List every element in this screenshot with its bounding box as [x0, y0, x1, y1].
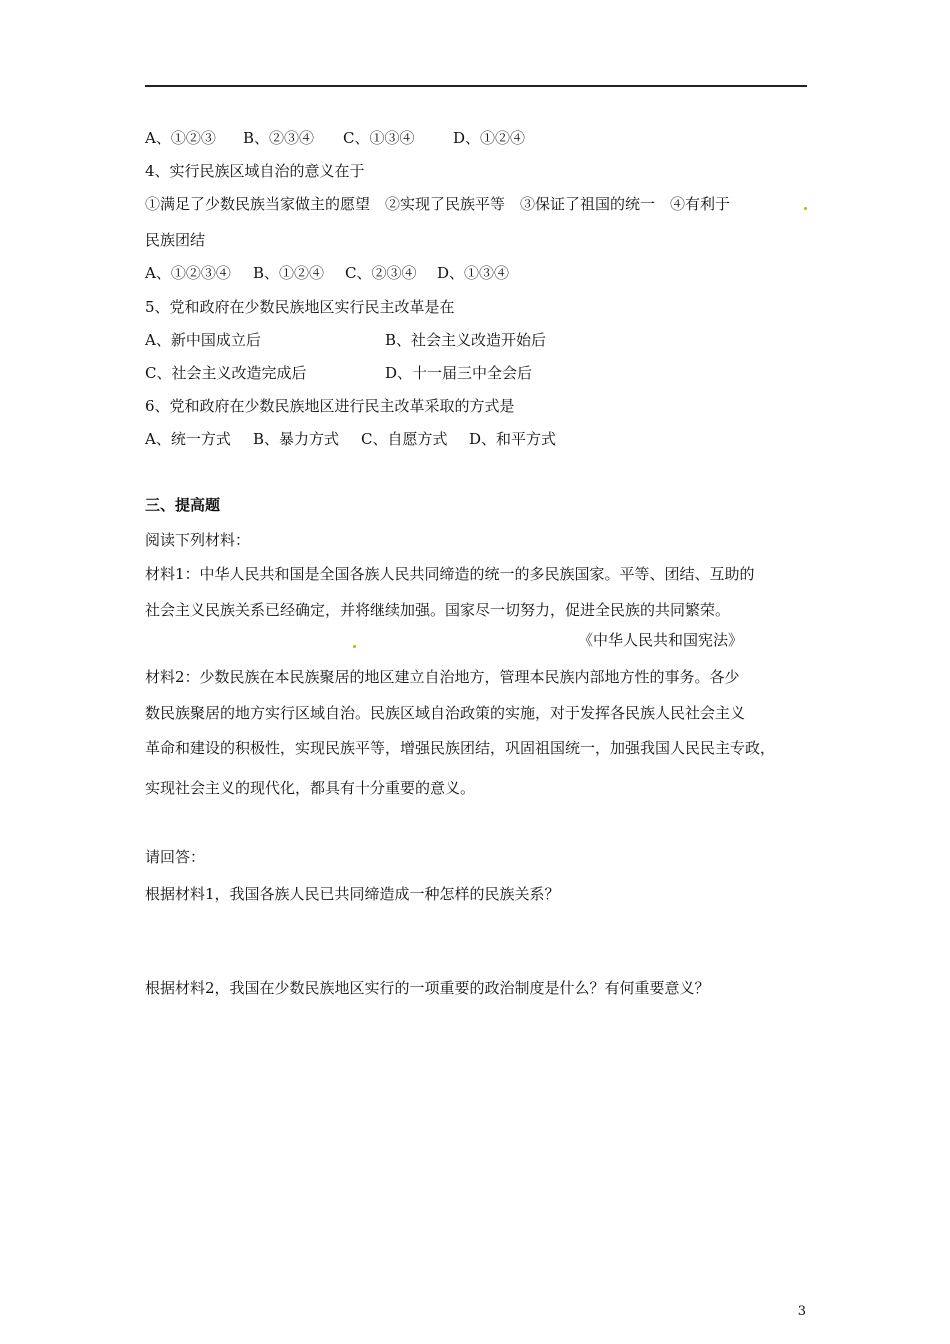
q5-options-row2 [145, 362, 532, 384]
material-2-line-1: 材料2：少数民族在本民族聚居的地区建立自治地方，管理本民族内部地方性的事务。各少 [145, 668, 740, 686]
q6-option-c: C、自愿方式 [361, 430, 448, 448]
q4-option-b: B、①②④ [253, 264, 325, 282]
q3-options [145, 127, 525, 149]
q5-option-a: A、新中国成立后 [145, 331, 261, 349]
q6-option-b: B、暴力方式 [253, 430, 340, 448]
material-1-source: 《中华人民共和国宪法》 [578, 631, 744, 649]
q5-option-d: D、十一届三中全会后 [385, 364, 533, 382]
material-1-line-2: 社会主义民族关系已经确定，并将继续加强。国家尽一切努力，促进全民族的共同繁荣。 [145, 601, 731, 619]
section-title: 三、提高题 [145, 496, 221, 514]
q4-stem: 4、实行民族区域自治的意义在于 [145, 162, 365, 180]
q6-stem: 6、党和政府在少数民族地区进行民主改革采取的方式是 [145, 397, 515, 415]
q6-option-d: D、和平方式 [469, 430, 557, 448]
q5-stem: 5、党和政府在少数民族地区实行民主改革是在 [145, 298, 455, 316]
q4-options [145, 262, 509, 284]
material-2-line-4: 实现社会主义的现代化，都具有十分重要的意义。 [145, 779, 476, 797]
q4-option-d: D、①③④ [437, 264, 510, 282]
q5-option-c: C、社会主义改造完成后 [145, 364, 307, 382]
q3-option-a: A、①②③ [145, 129, 216, 147]
material-1-line-1: 材料1：中华人民共和国是全国各族人民共同缔造的统一的多民族国家。平等、团结、互助的 [145, 565, 755, 583]
q3-option-b: B、②③④ [243, 129, 315, 147]
question-1: 根据材料1，我国各族人民已共同缔造成一种怎样的民族关系？ [145, 885, 560, 903]
q4-items-continued: 民族团结 [145, 231, 206, 249]
q5-options-row1 [145, 329, 546, 351]
q4-option-a: A、①②③④ [145, 264, 231, 282]
header-rule [145, 85, 807, 87]
material-2-line-3: 革命和建设的积极性，实现民族平等，增强民族团结，巩固祖国统一，加强我国人民民主专政， [145, 739, 776, 757]
q3-option-d: D、①②④ [453, 129, 526, 147]
q5-option-b: B、社会主义改造开始后 [385, 331, 547, 349]
q4-items: ①满足了少数民族当家做主的愿望 ②实现了民族平等 ③保证了祖国的统一 ④有利于 [145, 195, 731, 213]
q4-option-c: C、②③④ [345, 264, 417, 282]
reading-intro: 阅读下列材料： [145, 531, 251, 549]
q6-option-a: A、统一方式 [145, 430, 231, 448]
scan-speck [804, 207, 807, 210]
scan-speck [353, 645, 356, 648]
q3-option-c: C、①③④ [343, 129, 415, 147]
q6-options [145, 428, 556, 450]
page-number: 3 [797, 1304, 806, 1319]
answer-prompt: 请回答： [145, 848, 206, 866]
question-2: 根据材料2，我国在少数民族地区实行的一项重要的政治制度是什么？有何重要意义？ [145, 979, 710, 997]
material-2-line-2: 数民族聚居的地方实行区域自治。民族区域自治政策的实施，对于发挥各民族人民社会主义 [145, 704, 746, 722]
